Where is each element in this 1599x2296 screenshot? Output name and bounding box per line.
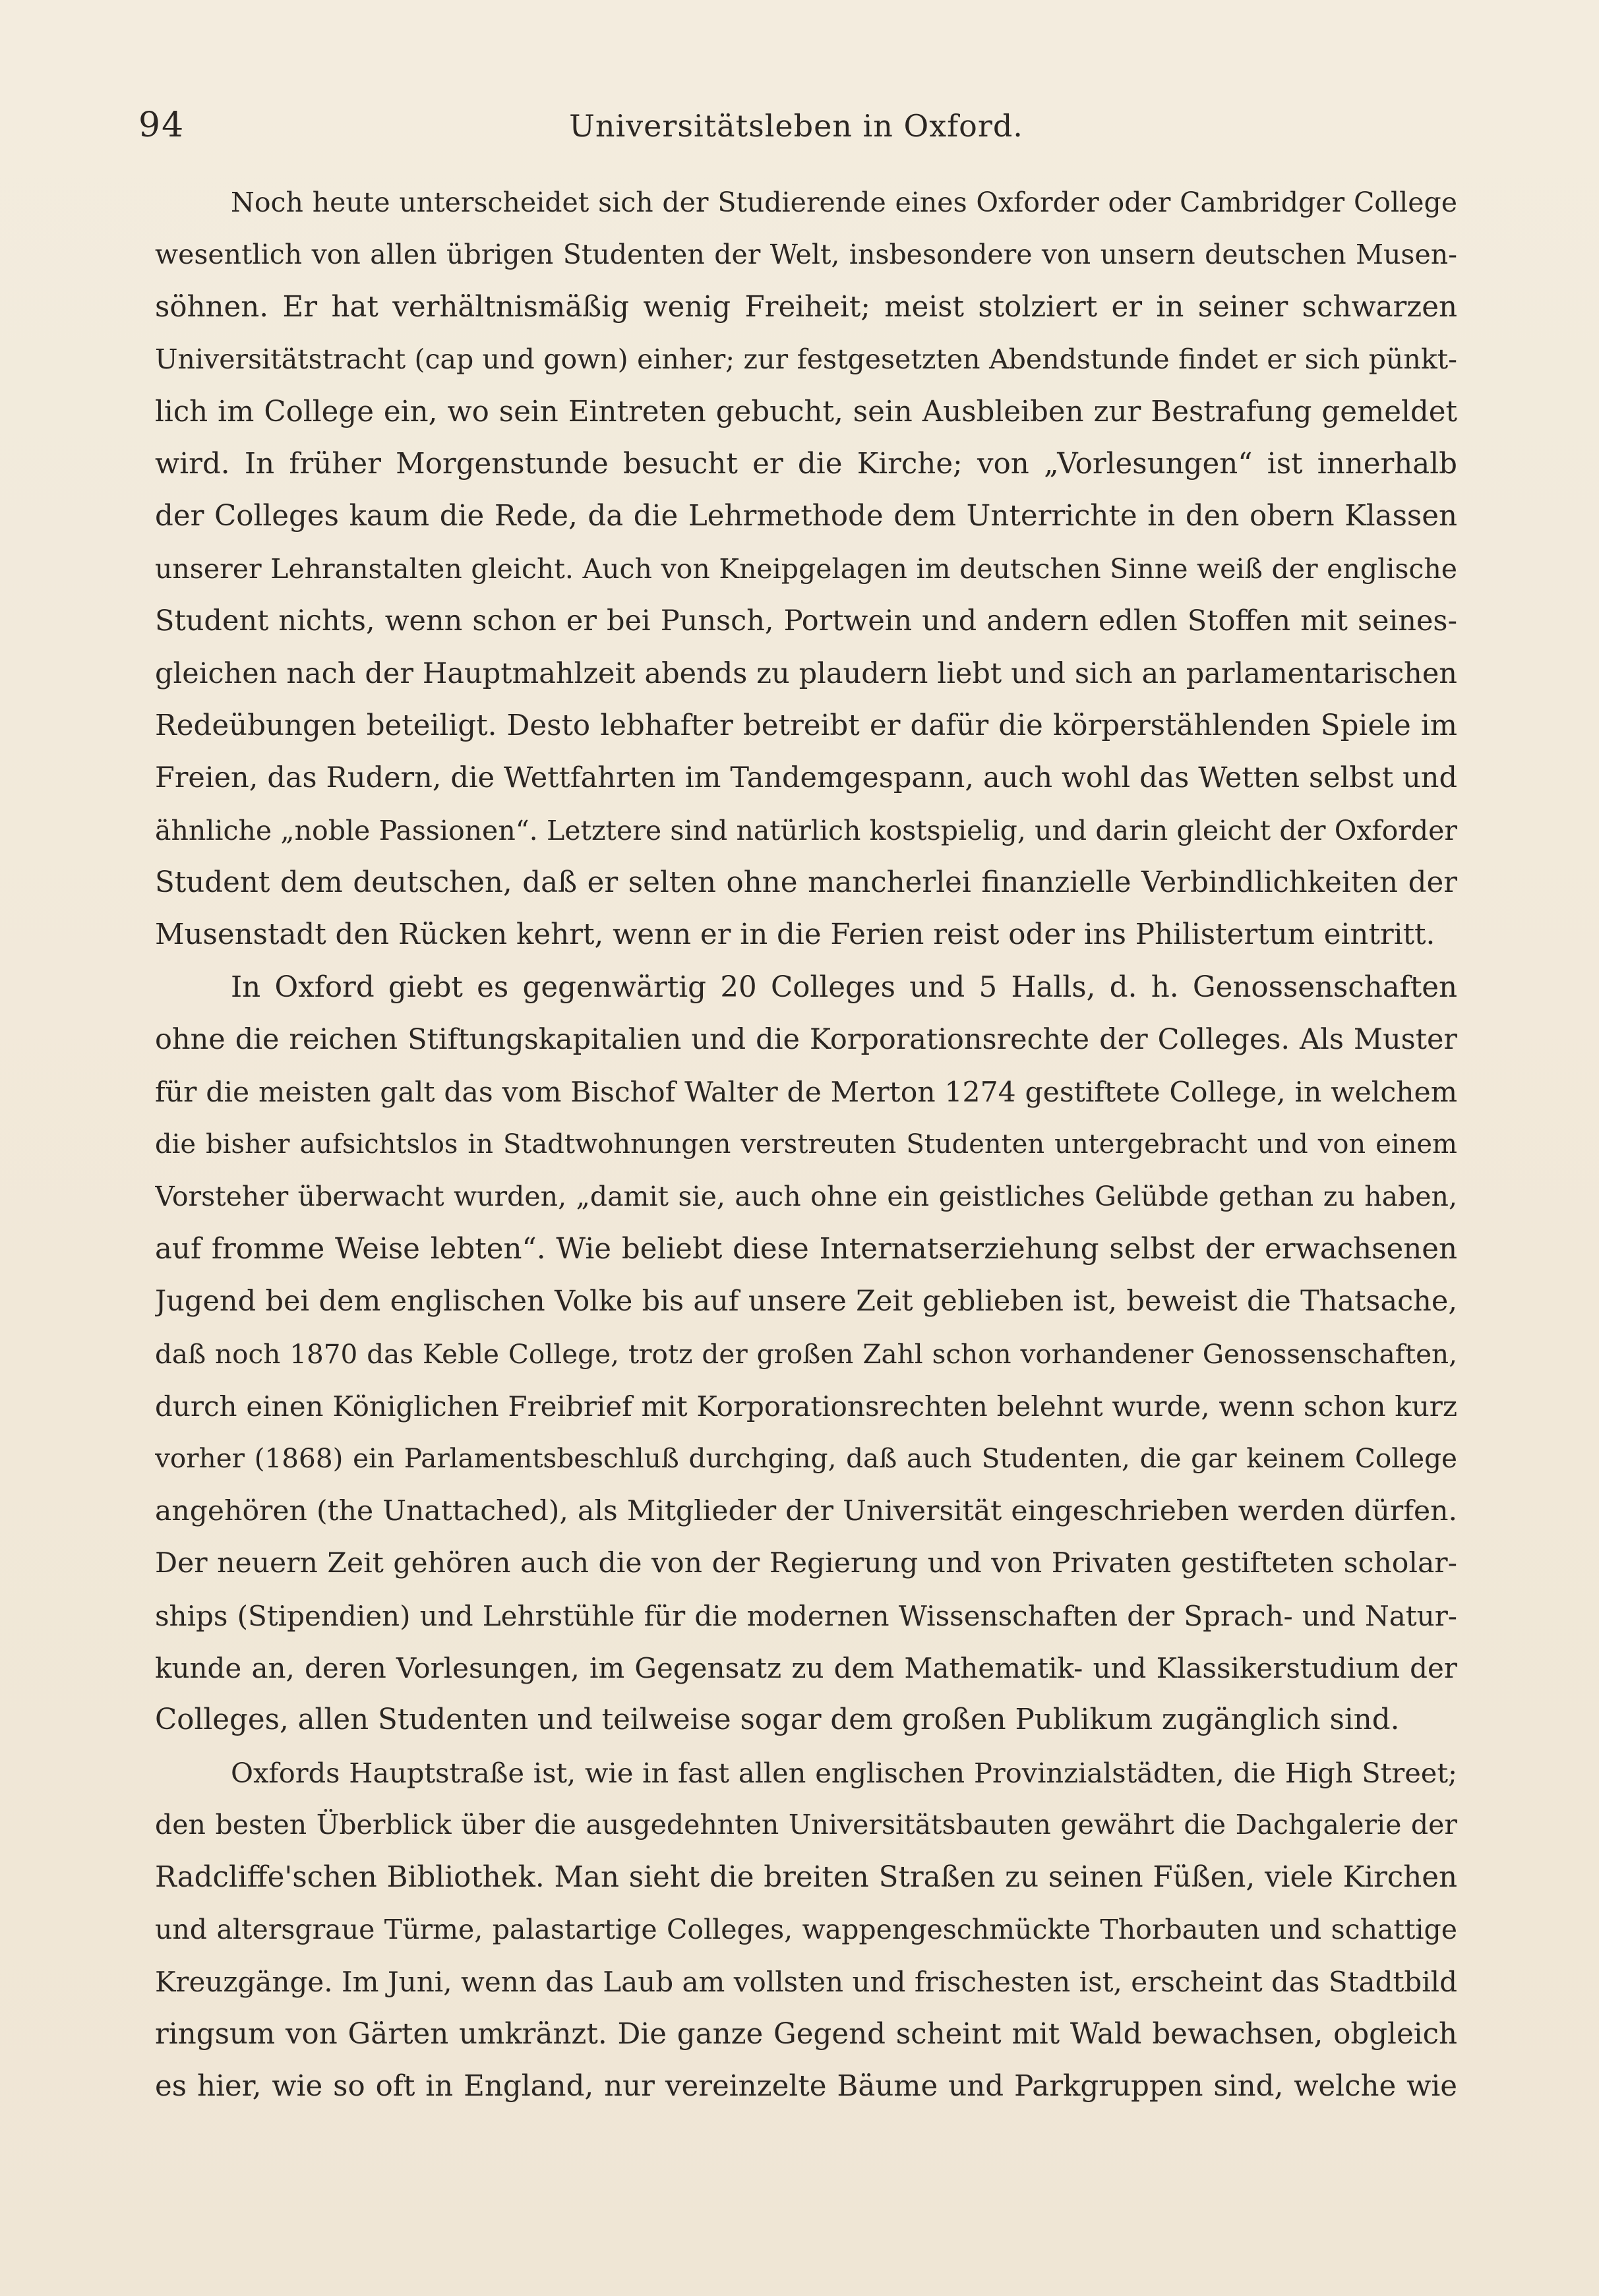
text-line: Oxfords Hauptstraße ist, wie in fast allen englischen Provinzialstädten, die High Street; <box>231 1756 1457 1789</box>
page-number: 94 <box>138 105 185 145</box>
text-line: Jugend bei dem englischen Volke bis auf unsere Zeit geblieben ist, beweist die Thatsache, <box>155 1285 1457 1318</box>
text-line: lich im College ein, wo sein Eintreten gebucht, sein Ausbleiben zur Bestrafung gemeldet <box>155 395 1457 428</box>
text-line: vorher (1868) ein Parlamentsbeschluß durchging, daß auch Studenten, die gar keinem College <box>155 1442 1457 1475</box>
text-line: Der neuern Zeit gehören auch die von der Regierung und von Privaten gestifteten scholar- <box>155 1547 1457 1580</box>
text-line: wird. In früher Morgenstunde besucht er die Kirche; von „Vorlesungen“ ist innerhalb <box>155 447 1457 481</box>
text-line: Freien, das Rudern, die Wettfahrten im Tandemgespann, auch wohl das Wetten selbst und <box>155 761 1457 795</box>
text-line: ähnliche „noble Passionen“. Letztere sind natürlich kostspielig, und darin gleicht der Oxforder <box>155 814 1457 846</box>
text-line: die bisher aufsichtslos in Stadtwohnungen verstreuten Studenten untergebracht und von einem <box>155 1129 1457 1160</box>
text-line: daß noch 1870 das Keble College, trotz der großen Zahl schon vorhandener Genossenschaften, <box>155 1338 1457 1370</box>
text-line: der Colleges kaum die Rede, da die Lehrmethode dem Unterrichte in den obern Klassen <box>155 500 1457 533</box>
text-line: Universitätstracht (cap und gown) einher; zur festgesetzten Abendstunde findet er sich pünkt- <box>155 343 1457 376</box>
running-head <box>138 99 1454 152</box>
text-line: Student dem deutschen, daß er selten ohne mancherlei finanzielle Verbindlichkeiten der <box>155 866 1457 900</box>
text-line: und altersgraue Türme, palastartige Colleges, wappengeschmückte Thorbauten und schattige <box>155 1913 1457 1945</box>
text-line: Noch heute unterscheidet sich der Studierende eines Oxforder oder Cambridger College <box>231 187 1457 218</box>
text-line: auf fromme Weise lebten“. Wie beliebt diese Internatserziehung selbst der erwachsenen <box>155 1232 1457 1266</box>
text-line: Vorsteher überwacht wurden, „damit sie, auch ohne ein geistliches Gelübde gethan zu haben, <box>155 1181 1457 1213</box>
text-line: kunde an, deren Vorlesungen, im Gegensatz zu dem Mathematik- und Klassikerstudium der <box>155 1651 1457 1684</box>
text-line: für die meisten galt das vom Bischof Walter de Merton 1274 gestiftete College, in welchem <box>155 1076 1457 1109</box>
text-line: wesentlich von allen übrigen Studenten der Welt, insbesondere von unsern deutschen Musen- <box>155 239 1457 271</box>
running-title: Universitätsleben in Oxford. <box>569 108 1023 144</box>
text-line: es hier, wie so oft in England, nur vereinzelte Bäume und Parkgruppen sind, welche wie <box>155 2070 1457 2104</box>
text-line: Colleges, allen Studenten und teilweise sogar dem großen Publikum zugänglich sind. <box>155 1703 1400 1737</box>
text-line: ships (Stipendien) und Lehrstühle für die modernen Wissenschaften der Sprach- und Natur- <box>155 1599 1457 1632</box>
text-line: ringsum von Gärten umkränzt. Die ganze Gegend scheint mit Wald bewachsen, obgleich <box>155 2017 1457 2051</box>
text-line: Kreuzgänge. Im Juni, wenn das Laub am vollsten und frischesten ist, erscheint das Stadtbild <box>155 1966 1457 1999</box>
text-line: In Oxford giebt es gegenwärtig 20 Colleges und 5 Halls, d. h. Genossenschaften <box>231 970 1457 1004</box>
text-line: durch einen Königlichen Freibrief mit Korporationsrechten belehnt wurde, wenn schon kurz <box>155 1390 1457 1423</box>
text-line: gleichen nach der Hauptmahlzeit abends zu plaudern liebt und sich an parlamentarischen <box>155 657 1457 690</box>
text-line: Redeübungen beteiligt. Desto lebhafter betreibt er dafür die körperstählenden Spiele im <box>155 709 1457 742</box>
text-line: ohne die reichen Stiftungskapitalien und die Korporationsrechte der Colleges. Als Muster <box>155 1023 1457 1057</box>
text-line: angehören (the Unattached), als Mitglieder der Universität eingeschrieben werden dürfen. <box>155 1494 1457 1527</box>
text-line: unserer Lehranstalten gleicht. Auch von Kneipgelagen im deutschen Sinne weiß der englische <box>155 552 1457 585</box>
text-line: den besten Überblick über die ausgedehnten Universitätsbauten gewährt die Dachgalerie der <box>155 1809 1457 1841</box>
text-line: Musenstadt den Rücken kehrt, wenn er in die Ferien reist oder ins Philistertum eintritt. <box>155 918 1435 952</box>
text-line: Radcliffe'schen Bibliothek. Man sieht die breiten Straßen zu seinen Füßen, viele Kirchen <box>155 1860 1457 1894</box>
text-line: söhnen. Er hat verhältnismäßig wenig Freiheit; meist stolziert er in seiner schwarzen <box>155 290 1457 324</box>
body-text <box>155 177 1457 2113</box>
text-line: Student nichts, wenn schon er bei Punsch, Portwein und andern edlen Stoffen mit seines- <box>155 604 1457 638</box>
